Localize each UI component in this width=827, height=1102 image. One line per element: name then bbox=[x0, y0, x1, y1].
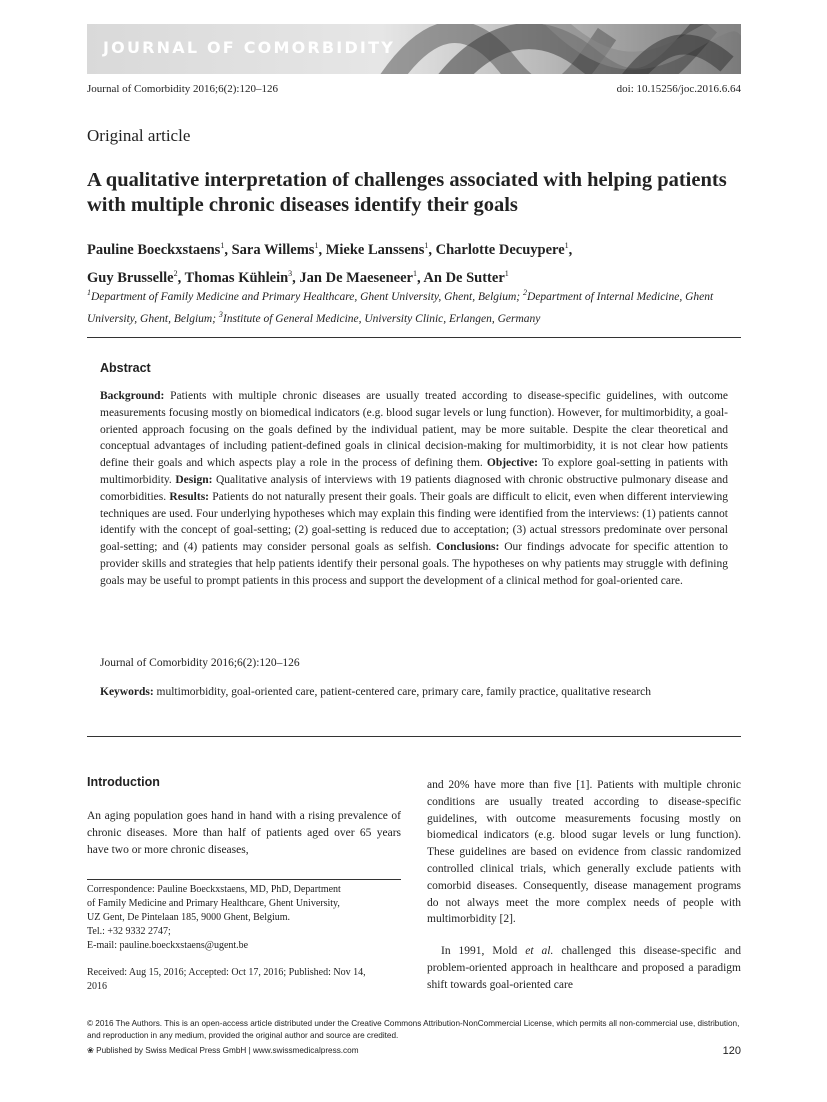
paragraph-italic: et al. bbox=[525, 945, 554, 957]
abstract-body bbox=[100, 388, 728, 590]
article-type: Original article bbox=[87, 126, 191, 145]
page-number: 120 bbox=[722, 1045, 741, 1057]
publisher-logo-icon: ❀ bbox=[87, 1046, 97, 1055]
author-name: An De Sutter bbox=[423, 269, 505, 286]
author-affiliation-mark: 1 bbox=[564, 241, 569, 250]
abstract-label: Results: bbox=[169, 490, 210, 503]
abstract-results: Patients do not naturally present their goals. Their goals are difficult to elicit, even when different interviewing techniques are used. Four underlying hypotheses which may explain this finding were identified from the interviews: (1) patients cannot identify with the concept of goal-setting; (2) goal-setting is reduced due to acceptation; (3) actual stressors predominate over personal goal-setting; and (4) patients may consider personal goals as selfish. bbox=[100, 490, 729, 554]
author-affiliation-mark: 1 bbox=[504, 268, 509, 278]
author-name: Charlotte Decuypere bbox=[435, 241, 565, 258]
affiliation-number: 2 bbox=[523, 288, 528, 297]
affiliation-text: Department of Internal Medicine, Ghent University, Ghent, Belgium; bbox=[87, 290, 714, 325]
abstract-design: Qualitative analysis of interviews with 19 patients diagnosed with chronic obstructive pulmonary disease and comorbidities. bbox=[100, 473, 729, 503]
introduction-paragraph bbox=[427, 943, 741, 993]
paragraph-text: In 1991, Mold bbox=[441, 945, 526, 957]
abstract-label: Design: bbox=[175, 473, 213, 486]
correspondence-line: Tel.: +32 9332 2747; bbox=[87, 926, 171, 937]
author-name: Guy Brusselle bbox=[87, 269, 174, 286]
affiliation-number: 3 bbox=[218, 309, 223, 319]
keywords bbox=[100, 684, 728, 701]
doi-link[interactable]: doi: 10.15256/joc.2016.6.64 bbox=[616, 83, 741, 95]
author-affiliation-mark: 1 bbox=[412, 268, 417, 278]
abstract-label: Objective: bbox=[486, 457, 538, 470]
abstract-label: Conclusions: bbox=[436, 541, 500, 554]
correspondence-block bbox=[87, 883, 401, 953]
correspondence-line: Correspondence: Pauline Boeckxstaens, MD, PhD, Department bbox=[87, 884, 341, 895]
publication-dates: Received: Aug 15, 2016; Accepted: Oct 17, 2016; Published: Nov 14, 2016 bbox=[87, 967, 366, 992]
author-name: Pauline Boeckxstaens bbox=[87, 241, 221, 258]
keywords-list: multimorbidity, goal-oriented care, patient-centered care, primary care, family practice, qualitative research bbox=[156, 686, 652, 698]
affiliation-number: 1 bbox=[87, 288, 91, 297]
author-name: Jan De Maeseneer bbox=[299, 269, 413, 286]
abstract-label: Background: bbox=[100, 390, 165, 402]
abstract-conclusions: Our findings advocate for specific attention to provider skills and strategies that help patients identify their personal goals. The hypotheses on why patients may struggle with defining goals may be useful to prompt patients in this process and support the development of a clinical method for goal-oriented care. bbox=[100, 541, 729, 587]
author-affiliation-mark: 1 bbox=[314, 241, 319, 250]
affiliation-text: Department of Family Medicine and Primary Healthcare, Ghent University, Ghent, Belgium; bbox=[91, 290, 524, 303]
author-affiliation-mark: 1 bbox=[424, 241, 429, 250]
journal-citation: Journal of Comorbidity 2016;6(2):120–126 bbox=[87, 83, 278, 95]
correspondence-line: UZ Gent, De Pintelaan 185, 9000 Ghent, Belgium. bbox=[87, 912, 291, 923]
abstract-background: Patients with multiple chronic diseases are usually treated according to disease-specific guidelines, with outcome measurements focusing mostly on biomedical indicators (e.g. blood sugar levels or lung function). However, for multimorbidity, a goal-oriented approach focusing on the goals defined by the individual patient, may be more suitable. Despite the clear theoretical and conceptual advantages of including patient-defined goals in clinical decision-making for multimorbidity, it is not clear how patients define their goals and which aspects play a role in the process of defining them. bbox=[100, 390, 728, 470]
abstract-objective: To explore goal-setting in patients with multimorbidity. bbox=[100, 457, 729, 486]
publisher-text: Published by Swiss Medical Press GmbH | www.swissmedicalpress.com bbox=[96, 1046, 359, 1055]
author-name: Thomas Kühlein bbox=[184, 269, 289, 286]
affiliations bbox=[87, 284, 747, 328]
abstract-heading: Abstract bbox=[100, 361, 151, 375]
introduction-paragraph: and 20% have more than five [1]. Patients with multiple chronic conditions are usually treated according to disease-specific guidelines, with outcome measurements focusing mostly on biomedical indicators (e.g. blood sugar levels or lung function). These guidelines are based on evidence from classic randomized controlled clinical trials, which generally exclude patients with comorbid diseases. Consequently, disease management programs do not always meet the more complex needs of people with multimorbidity [2]. bbox=[427, 779, 741, 926]
introduction-paragraph: An aging population goes hand in hand with a rising prevalence of chronic diseases. More than half of patients aged over 65 years have two or more chronic diseases, bbox=[87, 810, 401, 856]
author-list: Pauline Boeckxstaens$^1$, Sara Willems$^1$, Mieke Lanssens$^1$, Charlotte Decuypere$^1$, Guy Brusselle$^2$, Thomas Kühlein$^3$, Jan De Maeseneer$^1$, An De Sutter$^1$ bbox=[87, 241, 573, 286]
license-notice: © 2016 The Authors. This is an open-access article distributed under the Creative Commons Attribution-NonCommercial License, which permits all non-commercial use, distribution, and reproduction in any medium, provided the original author and source are credited. bbox=[87, 1019, 740, 1040]
abstract-journal-ref: Journal of Comorbidity 2016;6(2):120–126 bbox=[100, 657, 300, 669]
correspondence-email[interactable]: E-mail: pauline.boeckxstaens@ugent.be bbox=[87, 940, 249, 951]
correspondence-line: of Family Medicine and Primary Healthcare, Ghent University, bbox=[87, 898, 340, 909]
affiliation-text: Institute of General Medicine, University Clinic, Erlangen, Germany bbox=[222, 312, 541, 325]
article-title: A qualitative interpretation of challenges associated with helping patients with multiple chronic diseases identify their goals bbox=[87, 169, 727, 216]
publisher-line bbox=[87, 1045, 359, 1055]
author-affiliation-mark: 3 bbox=[288, 268, 293, 278]
journal-banner bbox=[87, 24, 741, 74]
paragraph-text: challenged this disease-specific and problem-oriented approach in healthcare and proposed a paradigm shift towards goal-oriented care bbox=[427, 945, 742, 991]
author-name: Mieke Lanssens bbox=[325, 241, 425, 258]
author-affiliation-mark: 2 bbox=[173, 268, 178, 278]
correspondence-rule bbox=[87, 879, 401, 880]
introduction-heading: Introduction bbox=[87, 775, 160, 789]
abstract-bottom-rule bbox=[87, 736, 741, 737]
journal-name: JOURNAL OF COMORBIDITY bbox=[103, 38, 395, 57]
keywords-label: Keywords: bbox=[100, 686, 154, 698]
abstract-top-rule bbox=[87, 337, 741, 338]
author-affiliation-mark: 1 bbox=[220, 241, 225, 250]
author-name: Sara Willems bbox=[231, 241, 315, 258]
